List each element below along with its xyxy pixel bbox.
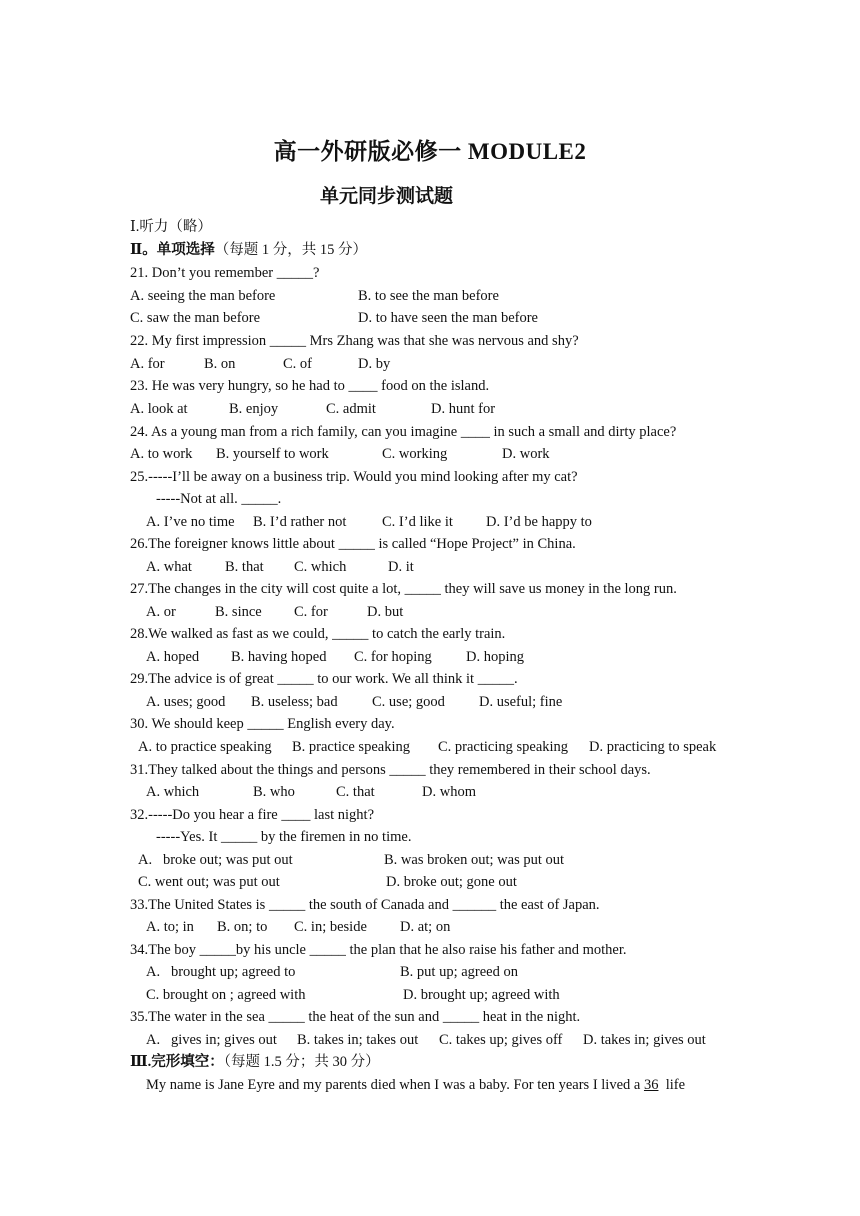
page-subtitle: 单元同步测试题 — [320, 186, 454, 207]
section-cloze — [130, 1053, 380, 1071]
option-b: B. yourself to work — [216, 446, 329, 462]
question-stem: 35.The water in the sea _____ the heat of the sun and _____ heat in the night. — [130, 1009, 581, 1025]
question-stem: 29.The advice is of great _____ to our work. We all think it _____. — [130, 671, 518, 687]
section-listening: Ⅰ.听力（略） — [130, 219, 212, 235]
option-b: B. useless; bad — [251, 694, 338, 710]
option-d: D. I’d be happy to — [486, 514, 592, 530]
option-a: A. hoped — [146, 649, 200, 665]
option-a: A. brought up; agreed to — [146, 964, 296, 980]
option-c: C. use; good — [372, 694, 445, 710]
cloze-text-after: life — [658, 1077, 686, 1093]
option-a: A. I’ve no time — [146, 514, 235, 530]
option-c: C. brought on ; agreed with — [146, 987, 306, 1003]
question-stem: 32.-----Do you hear a fire ____ last night? — [130, 807, 375, 823]
option-d: D. to have seen the man before — [358, 310, 538, 326]
section-single-choice-note: （每题 1 分，共 15 分） — [214, 242, 367, 258]
option-d: D. at; on — [400, 919, 451, 935]
option-d: D. whom — [422, 784, 476, 800]
option-c: C. I’d like it — [382, 514, 453, 530]
option-a: A. or — [146, 604, 176, 620]
option-c: C. went out; was put out — [138, 874, 280, 890]
option-d: D. hunt for — [431, 401, 496, 417]
option-a: A. gives in; gives out — [146, 1032, 277, 1048]
option-b: B. that — [225, 559, 264, 575]
option-c: C. working — [382, 446, 448, 462]
option-c: C. takes up; gives off — [439, 1032, 563, 1048]
option-b: B. takes in; takes out — [297, 1032, 419, 1048]
option-b: B. since — [215, 604, 262, 620]
option-c: C. practicing speaking — [438, 739, 569, 755]
option-a: A. what — [146, 559, 192, 575]
section-cloze-heading: Ⅲ.完形填空： — [130, 1054, 224, 1070]
option-b: B. on — [204, 356, 236, 372]
question-stem: 22. My first impression _____ Mrs Zhang was that she was nervous and shy? — [130, 333, 579, 349]
option-d: D. practicing to speak — [589, 739, 717, 755]
option-d: D. useful; fine — [479, 694, 563, 710]
option-a: A. to; in — [146, 919, 194, 935]
option-b: B. I’d rather not — [253, 514, 347, 530]
option-a: A. look at — [130, 401, 188, 417]
question-stem: 34.The boy _____by his uncle _____ the plan that he also raise his father and mother. — [130, 942, 627, 958]
question-stem-reply: -----Yes. It _____ by the firemen in no time. — [156, 829, 412, 845]
section-single-choice-heading: Ⅱ。单项选择 — [130, 242, 215, 258]
option-d: D. hoping — [466, 649, 524, 665]
option-b: B. having hoped — [231, 649, 327, 665]
option-c: C. for hoping — [354, 649, 432, 665]
option-a: A. to practice speaking — [138, 739, 272, 755]
cloze-blank-36: 36 — [643, 1077, 659, 1093]
option-d: D. brought up; agreed with — [403, 987, 560, 1003]
option-d: D. broke out; gone out — [386, 874, 517, 890]
option-b: B. enjoy — [229, 401, 279, 417]
question-stem: 27.The changes in the city will cost quite a lot, _____ they will save us money in the long run. — [130, 581, 677, 597]
cloze-text-before: My name is Jane Eyre and my parents died when I was a baby. For ten years I lived a — [146, 1077, 644, 1093]
question-stem: 24. As a young man from a rich family, can you imagine ____ in such a small and dirty place? — [130, 424, 677, 440]
option-d: D. takes in; gives out — [583, 1032, 706, 1048]
section-single-choice — [130, 241, 367, 259]
question-stem: 30. We should keep _____ English every day. — [130, 716, 395, 732]
option-b: B. practice speaking — [292, 739, 410, 755]
option-a: A. broke out; was put out — [138, 852, 293, 868]
option-b: B. to see the man before — [358, 288, 499, 304]
question-stem: 28.We walked as fast as we could, _____ to catch the early train. — [130, 626, 506, 642]
option-b: B. on; to — [217, 919, 268, 935]
option-c: C. saw the man before — [130, 310, 261, 326]
page-title: 高一外研版必修一 MODULE2 — [273, 139, 587, 164]
option-d: D. by — [358, 356, 391, 372]
option-d: D. but — [367, 604, 404, 620]
option-d: D. it — [388, 559, 414, 575]
question-stem: 33.The United States is _____ the south of Canada and ______ the east of Japan. — [130, 897, 600, 913]
section-cloze-note: （每题 1.5 分；共 30 分） — [223, 1054, 380, 1070]
option-b: B. was broken out; was put out — [384, 852, 565, 868]
cloze-passage-line — [146, 1076, 685, 1094]
option-a: A. to work — [130, 446, 193, 462]
question-stem: 26.The foreigner knows little about _____ is called “Hope Project” in China. — [130, 536, 576, 552]
option-c: C. that — [336, 784, 375, 800]
option-a: A. for — [130, 356, 165, 372]
option-b: B. who — [253, 784, 295, 800]
option-a: A. seeing the man before — [130, 288, 276, 304]
option-a: A. uses; good — [146, 694, 226, 710]
option-d: D. work — [502, 446, 550, 462]
option-b: B. put up; agreed on — [400, 964, 518, 980]
question-stem: 25.-----I’ll be away on a business trip. Would you mind looking after my cat? — [130, 469, 578, 485]
option-c: C. of — [283, 356, 312, 372]
question-stem: 31.They talked about the things and persons _____ they remembered in their school days. — [130, 762, 651, 778]
option-c: C. in; beside — [294, 919, 367, 935]
question-stem: 21. Don’t you remember _____? — [130, 265, 320, 281]
option-a: A. which — [146, 784, 200, 800]
option-c: C. admit — [326, 401, 376, 417]
question-stem-reply: -----Not at all. _____. — [156, 491, 282, 507]
question-stem: 23. He was very hungry, so he had to ____ food on the island. — [130, 378, 490, 394]
option-c: C. which — [294, 559, 347, 575]
option-c: C. for — [294, 604, 328, 620]
